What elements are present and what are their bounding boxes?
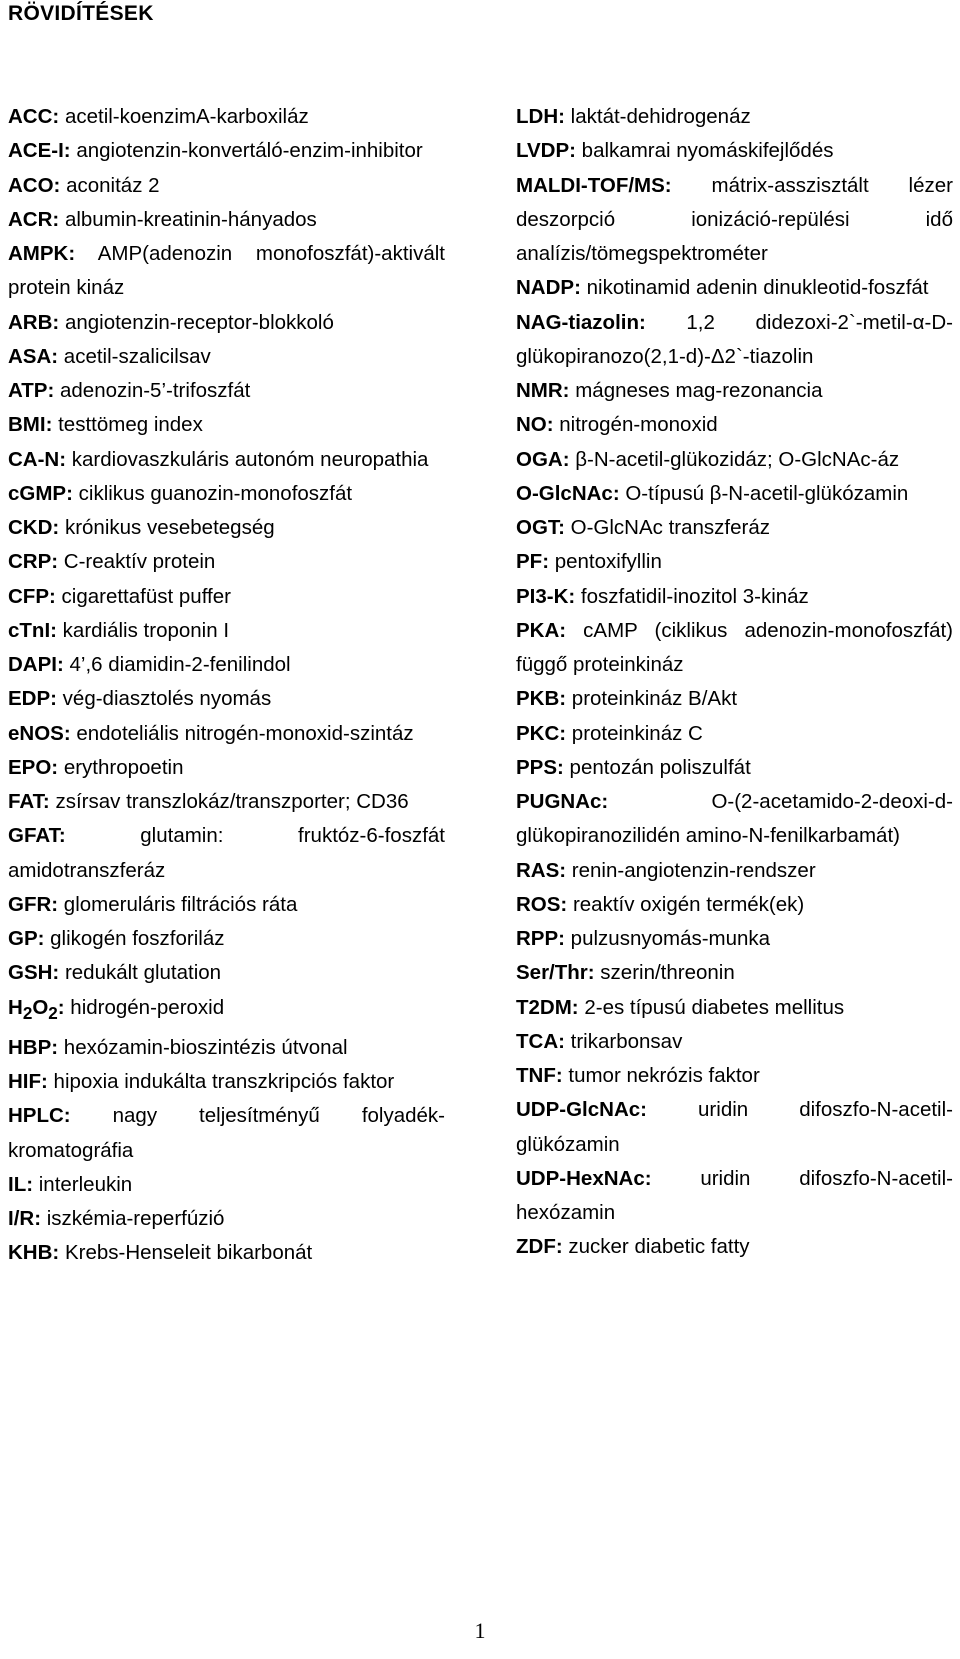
abbreviation-term: BMI: [8,413,53,437]
abbreviation-term: HIF: [8,1070,48,1094]
abbreviation-term: NADP: [516,276,581,300]
abbreviation-entry [516,443,953,477]
abbreviation-term: UDP-GlcNAc: [516,1098,647,1122]
formula-h: H [8,995,23,1019]
formula-subscript: 2 [48,1003,58,1023]
abbreviation-entry [516,169,953,272]
abbreviation-definition: O-GlcNAc transzferáz [564,516,771,539]
abbreviation-entry [516,888,953,922]
abbreviation-definition: 1,2 didezoxi-2`-metil-α-D-glükopiranozo(2,1-d)-Δ2`-tiazolin [516,310,953,368]
abbreviation-definition: glikogén foszforiláz [44,927,225,950]
abbreviation-term: CFP: [8,584,56,608]
abbreviation-entry [8,751,445,785]
abbreviation-entry [8,648,445,682]
abbreviation-term: ATP: [8,379,55,402]
abbreviation-term: CRP: [8,550,59,574]
abbreviation-entry [516,785,953,854]
abbreviation-entry [8,237,445,306]
abbreviation-entry [8,306,445,340]
abbreviation-definition: balkamrai nyomáskifejlődés [575,139,834,163]
abbreviation-entry [8,511,445,545]
abbreviation-term: GSH: [8,961,60,985]
abbreviation-definition: nitrogén-monoxid [553,413,718,437]
abbreviation-entry [8,134,445,168]
abbreviation-term: RAS: [516,858,567,882]
abbreviation-entry [8,580,445,614]
abbreviation-term: HBP: [8,1035,59,1059]
abbreviation-definition: acetil-szalicilsav [58,344,211,368]
abbreviation-definition: mátrix-asszisztált lézer deszorpció ionizáció-repülési idő analízis/tömegspektrométer [516,173,953,265]
abbreviation-entry [8,922,445,956]
abbreviation-definition: interleukin [33,1172,133,1196]
abbreviation-term: PI3-K: [516,584,576,608]
abbreviation-term: EPO: [8,755,59,779]
abbreviation-entry [8,169,445,203]
abbreviation-definition: C-reaktív protein [58,550,216,574]
abbreviation-definition: AMP(adenozin monofoszfát)-aktivált protein kináz [8,242,445,300]
abbreviation-term: cTnI: [8,618,57,642]
abbreviation-term: O-GlcNAc: [516,481,620,505]
abbreviation-term: ARB: [8,310,60,334]
abbreviation-definition: proteinkináz B/Akt [566,687,738,711]
abbreviation-entry [8,1065,445,1099]
abbreviation-entry [8,991,445,1031]
abbreviation-definition: krónikus vesebetegség [59,516,275,539]
abbreviation-term: ACC: [8,105,60,128]
abbreviation-entry [516,956,953,990]
abbreviation-definition: reaktív oxigén termék(ek) [567,892,805,916]
abbreviation-definition: cigarettafüst puffer [55,584,231,608]
abbreviation-entry [516,922,953,956]
abbreviation-entry [8,1099,445,1168]
formula-colon: : [57,995,65,1019]
abbreviation-entry [8,682,445,716]
abbreviation-term: eNOS: [8,721,71,745]
abbreviation-entry [516,1162,953,1231]
abbreviation-definition: proteinkináz C [566,721,703,745]
abbreviation-entry [516,271,953,305]
abbreviation-term: DAPI: [8,653,64,676]
abbreviation-entry [516,100,953,134]
abbreviation-entry [516,408,953,442]
page-number: 1 [474,1618,486,1643]
abbreviation-term: PKA: [516,618,567,642]
abbreviation-definition: pentozán poliszulfát [563,755,751,779]
abbreviation-list-right [516,100,953,1265]
formula-o: O [32,995,49,1019]
abbreviation-term: cGMP: [8,481,73,505]
abbreviation-entry [8,203,445,237]
abbreviation-entry [8,477,445,511]
abbreviation-definition: glutamin: fruktóz-6-foszfát amidotranszferáz [8,824,445,882]
abbreviation-term: ROS: [516,892,568,916]
abbreviation-definition: trikarbonsav [564,1029,683,1053]
abbreviation-entry [516,545,953,579]
abbreviation-term: ASA: [8,344,59,368]
abbreviation-definition: Krebs-Henseleit bikarbonát [59,1241,313,1265]
abbreviation-definition: aconitáz 2 [60,173,160,197]
abbreviation-entry [516,751,953,785]
abbreviation-entry [516,854,953,888]
abbreviation-entry [516,306,953,375]
abbreviation-term: TNF: [516,1064,563,1087]
abbreviation-entry [516,511,953,545]
abbreviation-term: KHB: [8,1241,60,1265]
abbreviation-entry [516,1093,953,1162]
abbreviation-definition: foszfatidil-inozitol 3-kináz [575,584,809,608]
abbreviation-term: ZDF: [516,1235,563,1259]
abbreviation-definition: β-N-acetil-glükozidáz; O-GlcNAc-áz [569,447,900,471]
abbreviation-definition: laktát-dehidrogenáz [564,105,751,128]
abbreviation-term: LVDP: [516,139,576,163]
abbreviation-term: ACE-I: [8,139,71,163]
abbreviation-entry [516,717,953,751]
abbreviation-definition: hipoxia indukálta transzkripciós faktor [47,1070,395,1094]
abbreviation-entry [516,614,953,683]
abbreviation-definition: kardiovaszkuláris autonóm neuropathia [66,447,429,471]
abbreviation-definition: renin-angiotenzin-rendszer [566,858,816,882]
abbreviation-definition: O-(2-acetamido-2-deoxi-d-glükopiranozilidén amino-N-fenilkarbamát) [516,790,953,848]
abbreviation-term: ACO: [8,173,61,197]
abbreviation-entry [516,1230,953,1264]
abbreviation-definition: O-típusú β-N-acetil-glükózamin [619,481,909,505]
abbreviation-entry [8,100,445,134]
abbreviation-definition: uridin difoszfo-N-acetil-hexózamin [516,1166,953,1224]
abbreviation-entry [8,717,445,751]
abbreviation-definition: erythropoetin [58,755,184,779]
abbreviation-entry [516,991,953,1025]
abbreviation-term: PKC: [516,721,567,745]
abbreviation-term: IL: [8,1172,34,1196]
abbreviation-term: GFAT: [8,824,66,848]
abbreviation-term: CA-N: [8,447,67,471]
abbreviation-definition: cAMP (ciklikus adenozin-monofoszfát) függő proteinkináz [516,618,953,676]
abbreviation-term: NMR: [516,379,570,402]
abbreviation-term: OGA: [516,447,570,471]
abbreviation-definition: szerin/threonin [594,961,735,985]
abbreviation-definition: nikotinamid adenin dinukleotid-foszfát [580,276,929,300]
abbreviation-definition: iszkémia-reperfúzió [41,1207,225,1231]
abbreviation-entry [516,134,953,168]
abbreviation-entry [516,580,953,614]
abbreviation-definition: pentoxifyllin [549,550,662,574]
abbreviation-definition: tumor nekrózis faktor [562,1064,760,1087]
abbreviation-term: EDP: [8,687,57,711]
abbreviation-term: GFR: [8,892,59,916]
abbreviation-entry [8,888,445,922]
abbreviation-term: PKB: [516,687,567,711]
abbreviation-entry [8,374,445,408]
abbreviation-definition: vég-diasztolés nyomás [56,687,272,711]
abbreviation-definition: glomeruláris filtrációs ráta [58,892,298,916]
abbreviation-entry [8,956,445,990]
abbreviation-term: MALDI-TOF/MS: [516,173,672,197]
abbreviation-term: TCA: [516,1029,565,1053]
abbreviation-list-left [8,100,445,1271]
abbreviation-entry [516,682,953,716]
abbreviation-term: PF: [516,550,550,574]
abbreviation-term: LDH: [516,105,565,128]
abbreviation-definition: acetil-koenzimA-karboxiláz [59,105,309,128]
abbreviation-definition: ciklikus guanozin-monofoszfát [72,481,353,505]
abbreviation-term: NAG-tiazolin: [516,310,646,334]
abbreviation-definition: kardiális troponin I [56,618,230,642]
formula-subscript: 2 [22,1003,33,1023]
abbreviation-definition: adenozin-5’-trifoszfát [54,379,251,402]
abbreviation-entry [8,785,445,819]
abbreviation-definition: 2-es típusú diabetes mellitus [578,995,845,1019]
abbreviation-definition: mágneses mag-rezonancia [569,379,823,402]
abbreviation-definition: hidrogén-peroxid [64,995,225,1019]
abbreviation-definition: pulzusnyomás-munka [564,927,771,950]
abbreviation-entry [8,1168,445,1202]
abbreviation-entry [8,1031,445,1065]
abbreviation-definition: angiotenzin-konvertáló-enzim-inhibitor [70,139,423,163]
abbreviation-term: UDP-HexNAc: [516,1166,652,1190]
abbreviation-definition: zucker diabetic fatty [562,1235,750,1259]
abbreviation-term: FAT: [8,790,50,813]
page-heading: RÖVIDÍTÉSEK [8,2,154,25]
abbreviation-entry [8,1236,445,1270]
abbreviation-entry [516,374,953,408]
abbreviation-entry [8,340,445,374]
abbreviation-term: GP: [8,927,45,950]
abbreviation-entry [8,614,445,648]
abbreviation-definition: 4’,6 diamidin-2-fenilindol [63,653,291,676]
abbreviation-entry [8,443,445,477]
abbreviation-term: I/R: [8,1207,42,1231]
abbreviation-term: CKD: [8,516,60,539]
abbreviation-definition: albumin-kreatinin-hányados [59,207,317,231]
abbreviation-definition: testtömeg index [52,413,203,437]
abbreviation-definition: zsírsav transzlokáz/transzporter; CD36 [49,790,409,813]
abbreviation-term: Ser/Thr: [516,961,595,985]
abbreviation-term: HPLC: [8,1104,71,1128]
abbreviation-definition: hexózamin-bioszintézis útvonal [58,1035,348,1059]
abbreviation-term: PPS: [516,755,564,779]
abbreviation-term: AMPK: [8,242,76,265]
abbreviation-term: OGT: [516,516,565,539]
abbreviation-definition: angiotenzin-receptor-blokkoló [59,310,334,334]
abbreviation-term: NO: [516,413,554,437]
abbreviation-entry [516,1025,953,1059]
abbreviation-definition: nagy teljesítményű folyadék-kromatográfia [8,1104,445,1162]
abbreviation-definition: endoteliális nitrogén-monoxid-szintáz [70,721,414,745]
abbreviation-term: PUGNAc: [516,790,609,813]
abbreviation-entry [516,1059,953,1093]
abbreviation-entry [516,477,953,511]
abbreviation-term [8,995,65,1023]
abbreviation-term: RPP: [516,927,565,950]
abbreviation-term: ACR: [8,207,60,231]
abbreviation-entry [8,408,445,442]
abbreviation-entry [8,545,445,579]
abbreviation-entry [8,1202,445,1236]
abbreviation-definition: redukált glutation [59,961,222,985]
abbreviation-term: T2DM: [516,995,579,1019]
abbreviation-definition: uridin difoszfo-N-acetil-glükózamin [516,1098,953,1156]
abbreviation-entry [8,819,445,888]
